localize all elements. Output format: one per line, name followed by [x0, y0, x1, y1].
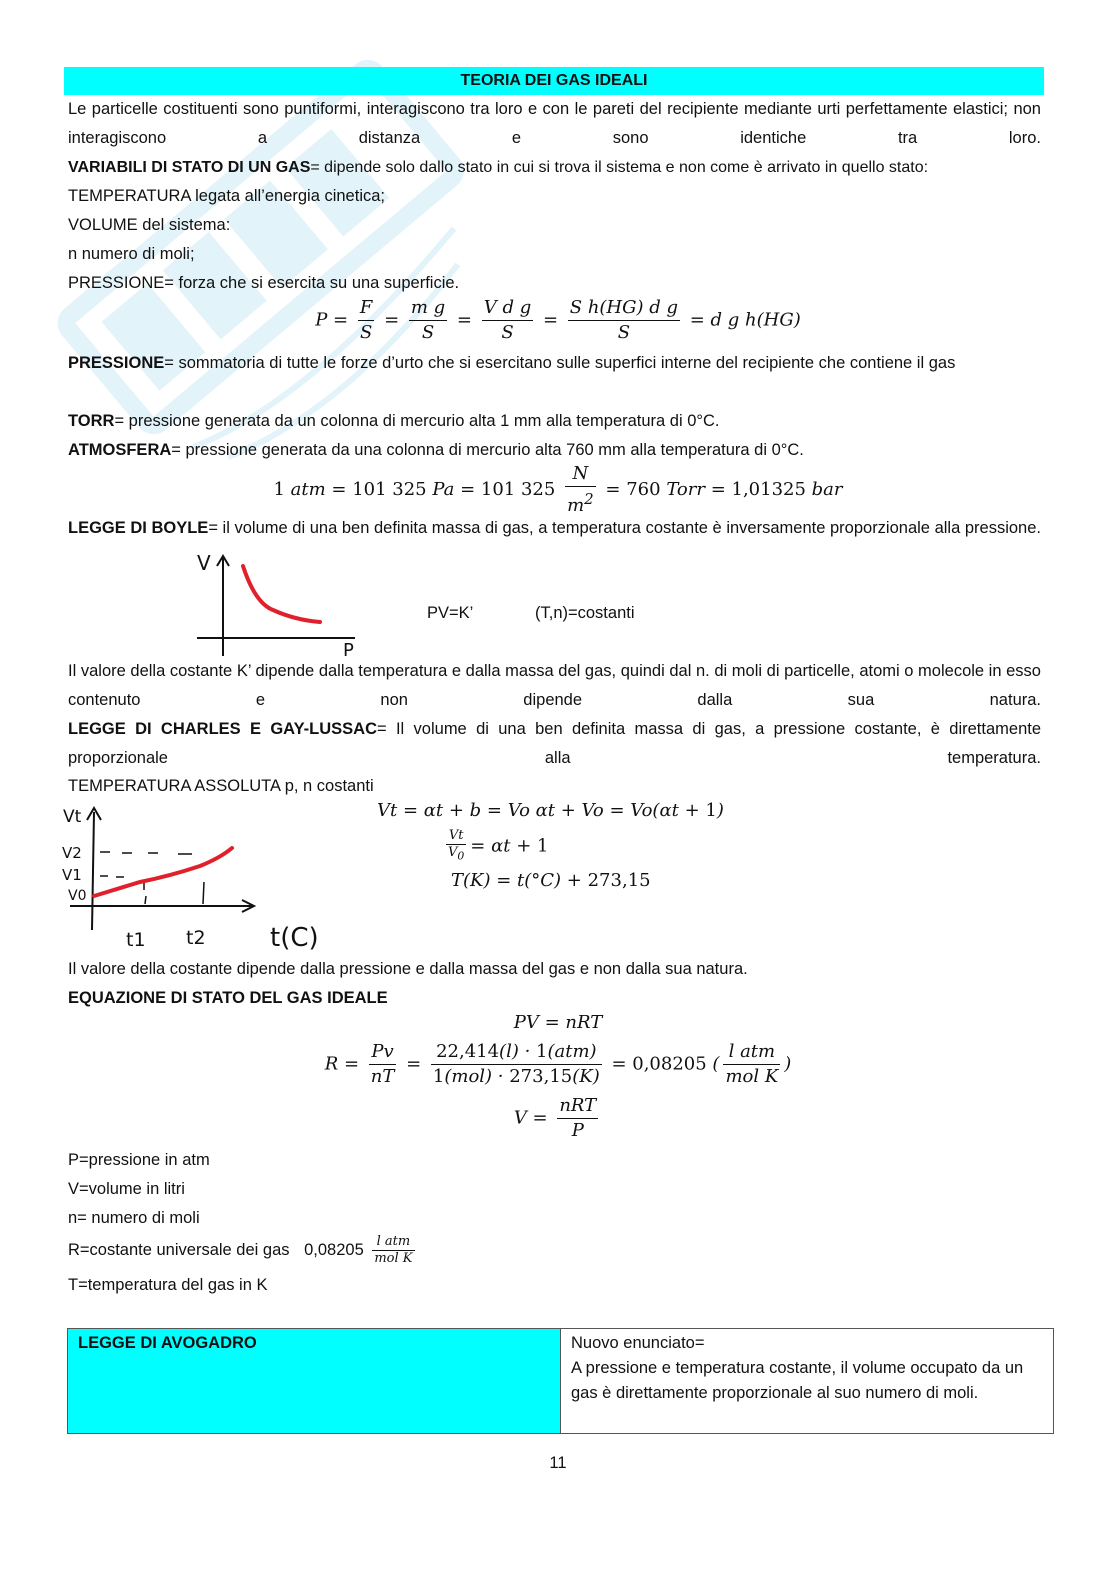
torr-text: = pressione generata da un colonna di mercurio alta 1 mm alla temperatura di 0°C. — [114, 412, 720, 430]
boyle-formula: PV=K’ — [427, 604, 474, 622]
boyle-law-text: = il volume di una ben definita massa di gas, a temperatura costante è inversamente proporzionale alla pressione. — [208, 519, 1041, 537]
charles-axis-t1: t1 — [126, 929, 146, 951]
atmosphere-label: ATMOSFERA — [68, 441, 172, 459]
def-r-value: 0,08205 — [304, 1240, 364, 1259]
pressure-formula: P = $\frac{F}{S}$ = $\frac{\text{m g}}{S}$ = $\frac{\text{V d g}}{S}$ = $\frac{\text{S h(HG) d g}}{S}$ = d g h(HG) — [315, 297, 801, 343]
boyle-law-label: LEGGE DI BOYLE — [68, 519, 209, 537]
torr-definition — [68, 407, 1041, 436]
boyle-curve — [243, 566, 320, 622]
ideal-gas-heading — [68, 984, 1041, 1013]
charles-axis-v1: V1 — [62, 866, 82, 884]
intro-paragraph: Le particelle costituenti sono puntiformi, interagiscono tra loro e con le pareti del recipiente mediante urti perfettamente elastici; non interagiscono a distanza e sono identiche tra loro. — [68, 100, 1041, 147]
var-moles: n numero di moli; — [68, 245, 195, 263]
pressure-definition — [68, 349, 1041, 378]
charles-formula-1: Vt = αt + b = Vo αt + Vo = Vo(αt + 1) — [377, 800, 724, 821]
avogadro-heading: Nuovo enunciato= — [571, 1334, 705, 1352]
avogadro-text: A pressione e temperatura costante, il volume occupato da un gas è direttamente proporzionale al suo numero di moli. — [571, 1359, 1024, 1402]
pressure-label: PRESSIONE — [68, 354, 165, 372]
def-temperature: T=temperatura del gas in K — [68, 1276, 268, 1294]
var-pressure: PRESSIONE= forza che si esercita su una superficie. — [68, 274, 460, 292]
var-volume: VOLUME del sistema: — [68, 216, 231, 234]
avogadro-label-cell — [68, 1329, 561, 1434]
charles-axis-t2: t2 — [186, 927, 206, 949]
boyle-condition: (T,n)=costanti — [535, 604, 635, 622]
ideal-gas-label: EQUAZIONE DI STATO DEL GAS IDEALE — [68, 989, 388, 1007]
boyle-note: Il valore della costante K’ dipende dalla temperatura e dalla massa del gas, quindi dal n. di moli di particelle, atomi o molecole in esso contenuto e non dipende dalla sua natura. — [68, 662, 1041, 709]
charles-axis-v2: V2 — [62, 844, 82, 862]
r-constant-formula: R = $\frac{Pv}{nT}$ = $\frac{\text{22,414(l) · 1(atm)}}{\text{1(mol) · 273,15(K)}}$ = 0,08205 ( $\frac{\text{l atm}}{\text{mol K}}$ ) — [324, 1041, 792, 1087]
volume-formula: V = $\frac{\text{nRT}}{P}$ — [513, 1095, 597, 1141]
def-r-unit: $\frac{\text{l atm}}{\text{mol K}}$ — [374, 1234, 413, 1266]
atmosphere-text: = pressione generata da una colonna di mercurio alta 760 mm alla temperatura di 0°C. — [171, 441, 804, 459]
avogadro-table — [67, 1328, 1054, 1434]
avogadro-text-cell — [561, 1329, 1054, 1434]
charles-law-label: LEGGE DI CHARLES E GAY-LUSSAC — [68, 720, 377, 738]
charles-graph-sketch — [60, 800, 330, 952]
charles-axis-v0: V0 — [68, 888, 87, 904]
def-r-text: R=costante universale dei gas — [68, 1240, 290, 1259]
def-moles: n= numero di moli — [68, 1209, 200, 1227]
def-pressure: P=pressione in atm — [68, 1151, 210, 1169]
boyle-axis-v: V — [197, 551, 211, 575]
def-volume: V=volume in litri — [68, 1180, 185, 1198]
charles-axis-vt: Vt — [63, 807, 82, 827]
state-variables-label: VARIABILI DI STATO DI UN GAS — [68, 159, 311, 176]
boyle-graph-sketch — [185, 548, 365, 660]
charles-note: Il valore della costante dipende dalla pressione e dalla massa del gas e non dalla sua natura. — [68, 960, 748, 978]
avogadro-label: LEGGE DI AVOGADRO — [78, 1334, 257, 1352]
atm-conversion-formula: 1 atm = 101 325 Pa = 101 325 $\frac{N}{m^2}$ = 760 Torr = 1,01325 bar — [273, 463, 843, 516]
section-title: TEORIA DEI GAS IDEALI — [64, 67, 1044, 95]
boyle-axis-p: P — [343, 640, 354, 660]
charles-subtitle: TEMPERATURA ASSOLUTA p, n costanti — [68, 777, 374, 795]
var-temperature: TEMPERATURA legata all’energia cinetica; — [68, 187, 385, 205]
charles-law-text: = Il volume di una ben definita massa di gas, a pressione costante, è direttamente proporzionale alla temperatura. — [68, 720, 1042, 767]
charles-curve — [94, 848, 232, 896]
def-r-constant — [68, 1234, 1041, 1267]
charles-formula-2: $\frac{Vt}{V_0}$ = αt + 1 — [448, 828, 549, 863]
state-variables-text: = dipende solo dallo stato in cui si trova il sistema e non come è arrivato in quello stato: — [310, 159, 929, 176]
ideal-gas-formula: PV = nRT — [513, 1012, 603, 1033]
charles-axis-tc: t(C) — [270, 923, 319, 952]
pressure-text: = sommatoria di tutte le forze d’urto che si esercitano sulle superfici interne del recipiente che contiene il gas — [164, 354, 956, 372]
boyle-law-paragraph — [68, 514, 1041, 543]
atmosphere-definition — [68, 436, 1041, 465]
charles-law-paragraph — [68, 715, 1041, 773]
state-variables-paragraph — [68, 153, 1041, 182]
charles-formula-3: T(K) = t(°C) + 273,15 — [451, 870, 651, 891]
page-number: 11 — [549, 1454, 567, 1472]
torr-label: TORR — [68, 412, 115, 430]
